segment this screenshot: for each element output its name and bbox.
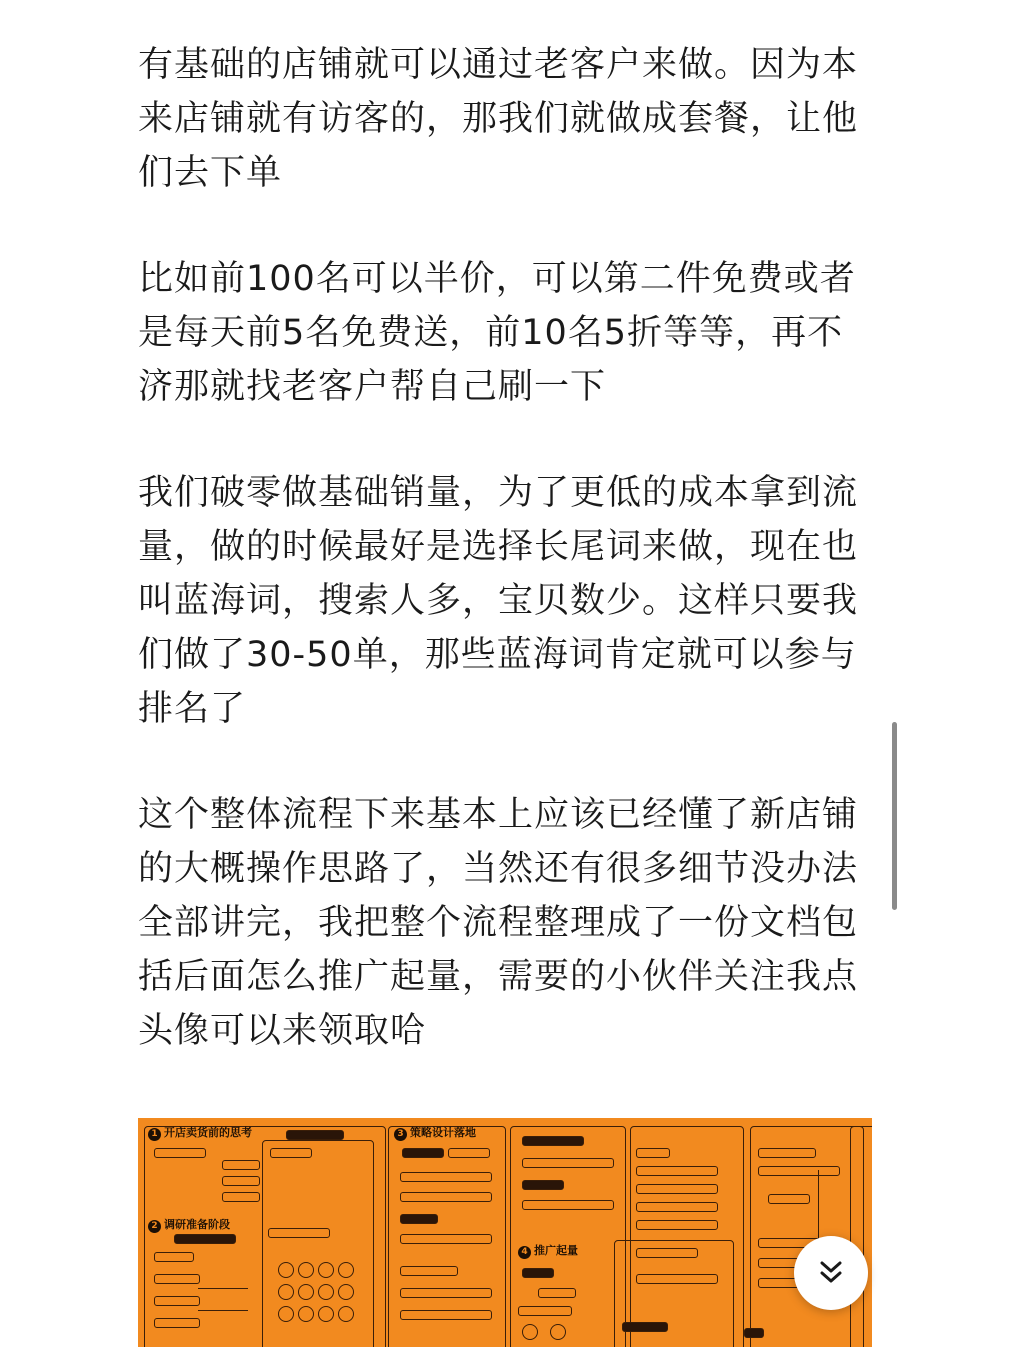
mindmap-circle	[338, 1306, 354, 1322]
mindmap-node	[154, 1296, 200, 1306]
mindmap-node	[636, 1166, 718, 1176]
mindmap-node	[286, 1130, 344, 1140]
mindmap-node	[522, 1268, 554, 1278]
mindmap-node	[758, 1148, 816, 1158]
mindmap-connector	[198, 1288, 248, 1289]
mindmap-node	[222, 1176, 260, 1186]
article-body	[138, 38, 878, 1058]
mindmap-node	[622, 1322, 668, 1332]
mindmap-node	[154, 1318, 200, 1328]
mindmap-section-title	[394, 1124, 476, 1141]
mindmap-circle	[298, 1262, 314, 1278]
scrollbar[interactable]	[892, 722, 897, 910]
mindmap-node	[768, 1194, 810, 1204]
mindmap-node	[400, 1192, 492, 1202]
mindmap-node	[400, 1234, 492, 1244]
mindmap-circle	[522, 1324, 538, 1340]
mindmap-node	[522, 1158, 614, 1168]
mindmap-node	[270, 1148, 312, 1158]
mindmap-node	[636, 1202, 718, 1212]
mindmap-node	[222, 1192, 260, 1202]
mindmap-node	[636, 1148, 670, 1158]
mindmap-node	[522, 1180, 564, 1190]
mindmap-node	[154, 1252, 194, 1262]
scroll-down-button[interactable]	[794, 1236, 868, 1310]
mindmap-node	[268, 1228, 330, 1238]
section-number: 3	[394, 1128, 407, 1141]
section-number: 4	[518, 1246, 531, 1259]
mindmap-section-title	[148, 1216, 230, 1233]
mindmap-image[interactable]	[138, 1118, 872, 1347]
section-title-text: 开店卖货前的思考	[164, 1126, 252, 1139]
mindmap-circle	[318, 1284, 334, 1300]
mindmap-circle	[318, 1306, 334, 1322]
mindmap-node	[154, 1148, 206, 1158]
mindmap-circle	[338, 1284, 354, 1300]
mindmap-section-title	[518, 1242, 578, 1259]
article-paragraph: 我们破零做基础销量，为了更低的成本拿到流量，做的时候最好是选择长尾词来做，现在也叫蓝海词，搜索人多，宝贝数少。这样只要我们做了30-50单，那些蓝海词肯定就可以参与排名了	[138, 473, 859, 729]
mindmap-circle	[298, 1284, 314, 1300]
article-paragraph: 这个整体流程下来基本上应该已经懂了新店铺的大概操作思路了，当然还有很多细节没办法全部讲完，我把整个流程整理成了一份文档包括后面怎么推广起量，需要的小伙伴关注我点头像可以来领取哈	[138, 795, 859, 1051]
article-paragraph: 比如前100名可以半价，可以第二件免费或者是每天前5名免费送，前10名5折等等，再不济那就找老客户帮自己刷一下	[138, 259, 856, 407]
section-title-text: 策略设计落地	[410, 1126, 476, 1139]
mindmap-circle	[278, 1262, 294, 1278]
mindmap-node	[636, 1274, 718, 1284]
mindmap-node	[448, 1148, 490, 1158]
mindmap-node	[744, 1328, 764, 1338]
mindmap-node	[174, 1234, 236, 1244]
section-number: 1	[148, 1128, 161, 1141]
mindmap-panel	[750, 1126, 864, 1347]
article-paragraph: 有基础的店铺就可以通过老客户来做。因为本来店铺就有访客的，那我们就做成套餐，让他们去下单	[138, 45, 859, 193]
double-chevron-down-icon	[816, 1258, 846, 1288]
mindmap-circle	[278, 1306, 294, 1322]
mindmap-circle	[298, 1306, 314, 1322]
mindmap-node	[522, 1136, 584, 1146]
mindmap-section-title	[148, 1124, 252, 1141]
mindmap-node	[636, 1220, 718, 1230]
mindmap-circle	[278, 1284, 294, 1300]
mindmap-node	[400, 1310, 492, 1320]
mindmap-circle	[318, 1262, 334, 1278]
mindmap-node	[402, 1148, 444, 1158]
section-title-text: 推广起量	[534, 1244, 578, 1257]
section-title-text: 调研准备阶段	[164, 1218, 230, 1231]
section-number: 2	[148, 1220, 161, 1233]
mindmap-node	[538, 1288, 576, 1298]
mindmap-connector	[198, 1310, 248, 1311]
mindmap-panel	[850, 1126, 872, 1347]
mindmap-node	[400, 1288, 492, 1298]
mindmap-node	[758, 1166, 840, 1176]
mindmap-node	[154, 1274, 200, 1284]
mindmap-circle	[550, 1324, 566, 1340]
mindmap-node	[636, 1184, 718, 1194]
mindmap-node	[400, 1172, 492, 1182]
mindmap-node	[522, 1200, 614, 1210]
mindmap-node	[518, 1306, 572, 1316]
mindmap-node	[636, 1248, 698, 1258]
mindmap-node	[222, 1160, 260, 1170]
mindmap-node	[400, 1214, 438, 1224]
mindmap-node	[400, 1266, 458, 1276]
mindmap-circle	[338, 1262, 354, 1278]
